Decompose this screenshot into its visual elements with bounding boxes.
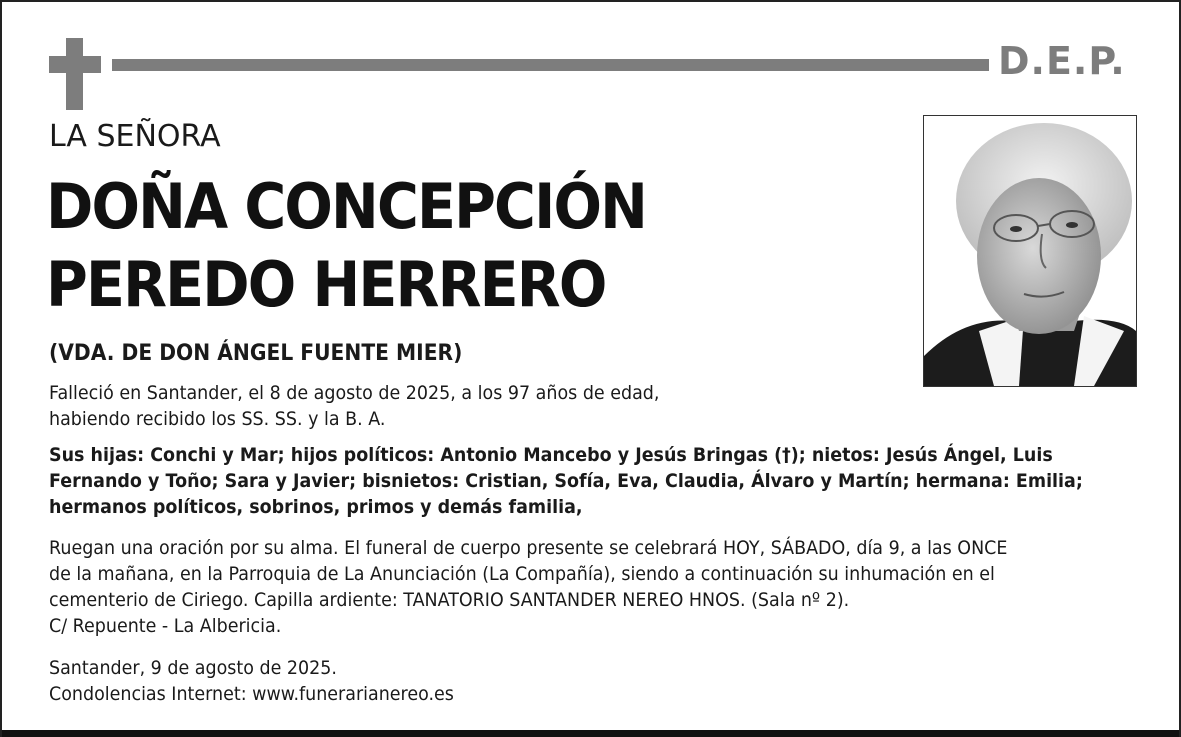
bottom-border — [2, 730, 1179, 737]
header-rule — [112, 59, 989, 71]
portrait-photo — [923, 115, 1137, 387]
death-notice — [49, 380, 748, 432]
closing-date: Santander, 9 de agosto de 2025. — [49, 657, 337, 679]
death-line: Falleció en Santander, el 8 de agosto de 2025, a los 97 años de edad, — [49, 382, 660, 404]
family-list — [49, 442, 1107, 520]
condolences-link: Condolencias Internet: www.funerarianereo.es — [49, 683, 454, 705]
closing — [49, 655, 693, 707]
death-line: habiendo recibido los SS. SS. y la B. A. — [49, 408, 386, 430]
widow-of: (VDA. DE DON ÁNGEL FUENTE MIER) — [49, 340, 463, 366]
funeral-line: C/ Repuente - La Albericia. — [49, 615, 282, 637]
funeral-line: de la mañana, en la Parroquia de La Anunciación (La Compañía), siendo a continuación su inhumación en el — [49, 563, 995, 585]
funeral-details — [49, 535, 1130, 639]
funeral-line: cementerio de Ciriego. Capilla ardiente: TANATORIO SANTANDER NEREO HNOS. (Sala nº 2). — [49, 589, 850, 611]
intro-label: LA SEÑORA — [49, 119, 221, 154]
dep-label: D.E.P. — [998, 39, 1126, 83]
family-line: Fernando y Toño; Sara y Javier; bisnietos: Cristian, Sofía, Eva, Claudia, Álvaro y Martín; hermana: Emilia; — [49, 470, 1083, 492]
deceased-name — [46, 168, 646, 324]
cross-icon — [49, 38, 101, 110]
family-line: Sus hijas: Conchi y Mar; hijos políticos: Antonio Mancebo y Jesús Bringas (†); nietos: Jesús Ángel, Luis — [49, 444, 1053, 466]
funeral-line: Ruegan una oración por su alma. El funeral de cuerpo presente se celebrará HOY, SÁBADO, día 9, a las ONCE — [49, 537, 1008, 559]
name-line-2: PEREDO HERRERO — [46, 248, 606, 321]
family-line: hermanos políticos, sobrinos, primos y demás familia, — [49, 496, 583, 518]
portrait-image — [924, 116, 1136, 386]
name-line-1: DOÑA CONCEPCIÓN — [46, 170, 647, 243]
